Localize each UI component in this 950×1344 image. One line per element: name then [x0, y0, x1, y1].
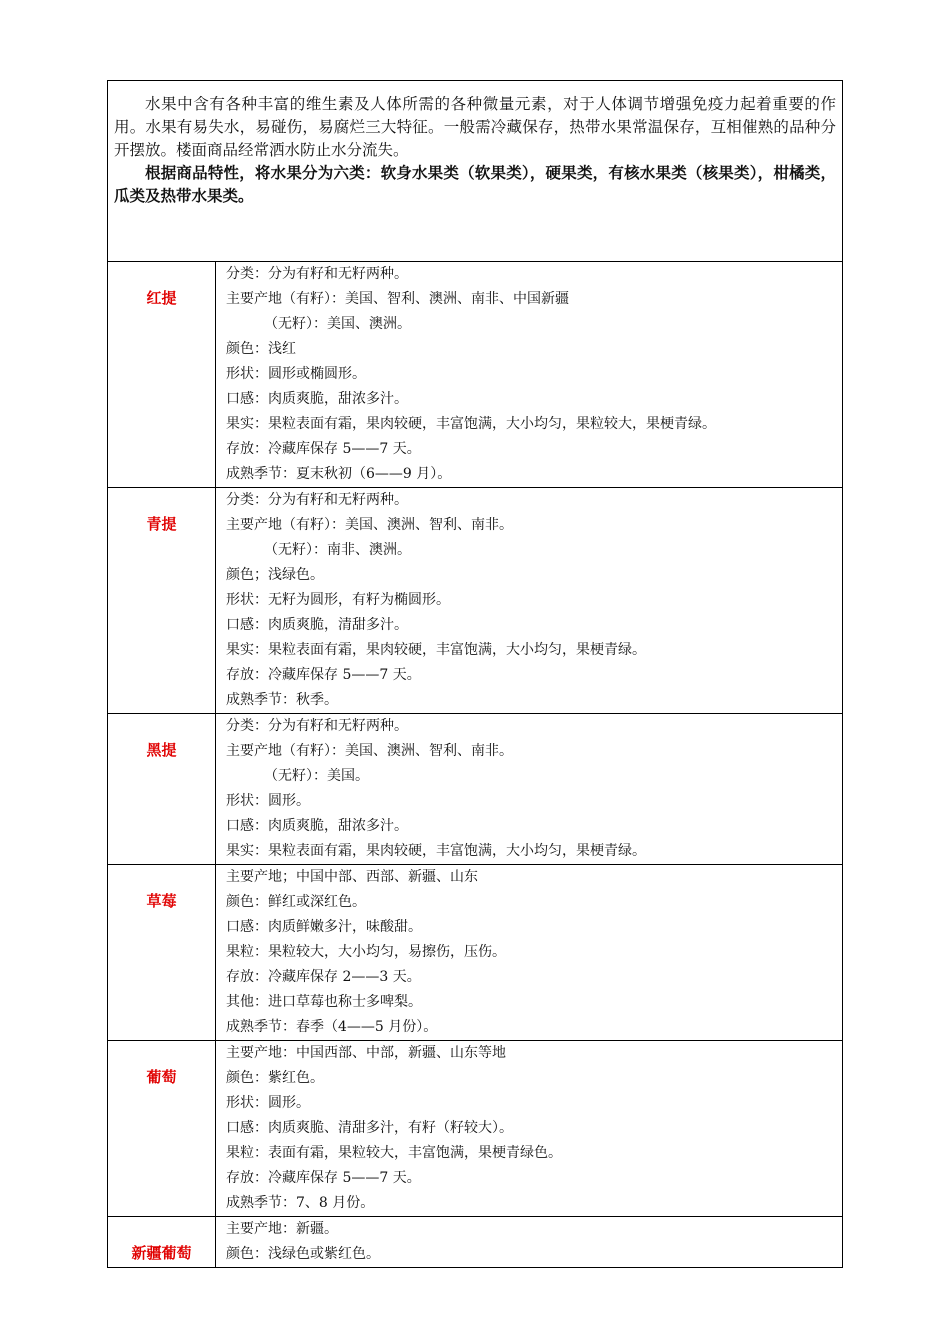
detail-line: 口感：肉质爽脆，甜浓多汁。 — [226, 391, 408, 407]
fruit-row — [108, 1041, 843, 1217]
fruit-name-cell — [108, 488, 216, 714]
detail-line: 口感：肉质爽脆、清甜多汁，有籽（籽较大）。 — [226, 1120, 513, 1136]
detail-line: 分类：分为有籽和无籽两种。 — [226, 492, 408, 508]
detail-line: 果粒：果粒较大，大小均匀，易擦伤，压伤。 — [226, 944, 506, 960]
fruit-info-table — [107, 80, 843, 1268]
detail-line: 口感：肉质鲜嫩多汁，味酸甜。 — [226, 919, 422, 935]
fruit-row — [108, 488, 843, 714]
intro-classification-paragraph: 根据商品特性，将水果分为六类：软身水果类（软果类），硬果类，有核水果类（核果类），柑橘类，瓜类及热带水果类。 — [114, 164, 836, 205]
detail-line: 成熟季节：春季（4——5 月份）。 — [226, 1019, 438, 1035]
fruit-row — [108, 262, 843, 488]
detail-line: 其他：进口草莓也称士多啤梨。 — [226, 994, 422, 1010]
detail-line: 形状：圆形或椭圆形。 — [226, 366, 366, 382]
detail-line: 存放：冷藏库保存 2——3 天。 — [226, 969, 421, 985]
fruit-detail-cell — [216, 1217, 843, 1268]
fruit-row — [108, 714, 843, 865]
detail-line: 主要产地（有籽）：美国、澳洲、智利、南非。 — [226, 743, 513, 759]
fruit-detail-cell — [216, 1041, 843, 1217]
fruit-detail-cell — [216, 488, 843, 714]
detail-line: （无籽）：美国。 — [264, 768, 369, 784]
fruit-detail-cell — [216, 262, 843, 488]
detail-line: 口感：肉质爽脆，甜浓多汁。 — [226, 818, 408, 834]
fruit-name-cell — [108, 1217, 216, 1268]
detail-line: 主要产地：新疆。 — [226, 1221, 338, 1237]
detail-line: 主要产地：中国西部、中部，新疆、山东等地 — [226, 1045, 506, 1061]
detail-line: 颜色：浅绿色或紫红色。 — [226, 1246, 380, 1262]
detail-line: 口感：肉质爽脆，清甜多汁。 — [226, 617, 408, 633]
detail-line: 颜色：浅红 — [226, 341, 296, 357]
detail-line: 颜色：鲜红或深红色。 — [226, 894, 366, 910]
detail-line: 主要产地（有籽）：美国、澳洲、智利、南非。 — [226, 517, 513, 533]
fruit-detail-cell — [216, 865, 843, 1041]
detail-line: 成熟季节：夏末秋初（6——9 月）。 — [226, 466, 452, 482]
fruit-row — [108, 865, 843, 1041]
detail-line: 颜色：紫红色。 — [226, 1070, 324, 1086]
detail-line: 果实：果粒表面有霜，果肉较硬，丰富饱满，大小均匀，果梗青绿。 — [226, 642, 646, 658]
fruit-name-cell — [108, 714, 216, 865]
detail-line: 主要产地；中国中部、西部、新疆、山东 — [226, 869, 478, 885]
detail-line: 成熟季节：秋季。 — [226, 692, 338, 708]
fruit-name: 草莓 — [146, 892, 177, 910]
detail-line: （无籽）：美国、澳洲。 — [264, 316, 411, 332]
detail-line: 形状：圆形。 — [226, 793, 310, 809]
fruit-name: 新疆葡萄 — [131, 1244, 192, 1262]
detail-line: 分类：分为有籽和无籽两种。 — [226, 718, 408, 734]
detail-line: 存放：冷藏库保存 5——7 天。 — [226, 1170, 421, 1186]
detail-line: 形状：无籽为圆形，有籽为椭圆形。 — [226, 592, 450, 608]
fruit-name-cell — [108, 262, 216, 488]
detail-line: 颜色；浅绿色。 — [226, 567, 324, 583]
detail-line: 主要产地（有籽）：美国、智利、澳洲、南非、中国新疆 — [226, 291, 569, 307]
detail-line: 形状：圆形。 — [226, 1095, 310, 1111]
fruit-name: 红提 — [146, 289, 177, 307]
detail-line: 果实：果粒表面有霜，果肉较硬，丰富饱满，大小均匀，果梗青绿。 — [226, 843, 646, 859]
fruit-name: 黑提 — [146, 741, 177, 759]
intro-paragraph: 水果中含有各种丰富的维生素及人体所需的各种微量元素，对于人体调节增强免疫力起着重要的作用。水果有易失水，易碰伤，易腐烂三大特征。一般需冷藏保存，热带水果常温保存，互相催熟的品种分开摆放。楼面商品经常洒水防止水分流失。 — [114, 95, 836, 159]
detail-line: 存放：冷藏库保存 5——7 天。 — [226, 441, 421, 457]
detail-line: 果实：果粒表面有霜，果肉较硬，丰富饱满，大小均匀，果粒较大，果梗青绿。 — [226, 416, 716, 432]
detail-line: （无籽）：南非、澳洲。 — [264, 542, 411, 558]
fruit-name: 葡萄 — [146, 1068, 177, 1086]
detail-line: 果粒：表面有霜，果粒较大，丰富饱满，果梗青绿色。 — [226, 1145, 562, 1161]
fruit-row — [108, 1217, 843, 1268]
fruit-detail-cell — [216, 714, 843, 865]
fruit-name-cell — [108, 1041, 216, 1217]
detail-line: 成熟季节：7、8 月份。 — [226, 1195, 375, 1211]
fruit-name-cell — [108, 865, 216, 1041]
intro-cell — [108, 81, 843, 262]
fruit-name: 青提 — [146, 515, 177, 533]
intro-row — [108, 81, 843, 262]
detail-line: 存放：冷藏库保存 5——7 天。 — [226, 667, 421, 683]
detail-line: 分类：分为有籽和无籽两种。 — [226, 266, 408, 282]
